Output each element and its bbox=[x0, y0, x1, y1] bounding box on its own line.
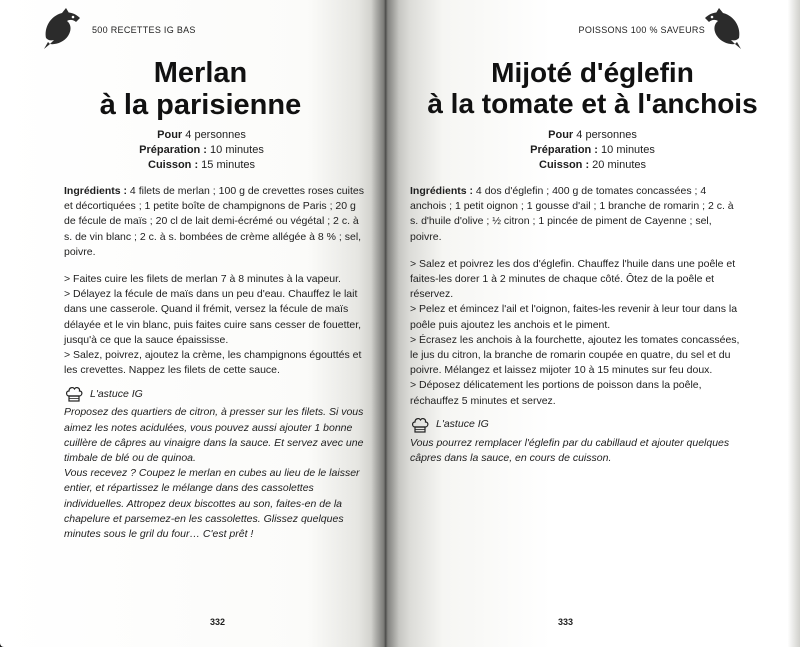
recipe-meta bbox=[0, 128, 385, 173]
right-page bbox=[385, 0, 800, 647]
steps bbox=[410, 257, 740, 409]
tip-text bbox=[410, 436, 740, 466]
book-gutter-shadow bbox=[371, 0, 399, 647]
tip-paragraph: Vous recevez ? Coupez le merlan en cubes au lieu de le laisser entier, et répartissez le mélange dans des cassolettes individuelles. Attropez deux biscottes au son, faites-en de la chapelure et parsemez-en les cassolettes. Glissez quelques minutes sous le gril du four… C'est prêt ! bbox=[64, 467, 360, 541]
page-number: 333 bbox=[558, 617, 574, 627]
ingredients: Ingrédients : 4 filets de merlan ; 100 g de crevettes roses cuites et décortiquées ; 1 petite boîte de champignons de Paris ; 20 g de fécule de maïs ; 20 cl de lait demi-écrémé ou végétal ; 2 c. à s. de vin blanc ; 2 c. à s. bombées de crème allégée à 8 % ; sel, poivre. bbox=[64, 185, 364, 258]
fish-logo-icon bbox=[40, 8, 86, 50]
tip-header bbox=[410, 415, 740, 435]
recipe-title bbox=[385, 58, 800, 120]
recipe-body bbox=[410, 184, 740, 466]
tip-paragraph: Vous pourrez remplacer l'églefin par du cabillaud et ajouter quelques câpres dans la sauce, en cours de cuisson. bbox=[410, 436, 730, 465]
recipe-title-line: Mijoté d'églefin bbox=[491, 57, 694, 88]
left-page bbox=[0, 0, 385, 647]
tip-title: L'astuce IG bbox=[436, 418, 489, 431]
page-number: 332 bbox=[210, 617, 226, 627]
step: > Salez et poivrez les dos d'églefin. Chauffez l'huile dans une poêle et faites-les dorer 1 à 2 minutes de chaque côté. Ôtez de la poêle et réservez. bbox=[410, 257, 736, 301]
recipe-title bbox=[0, 58, 385, 122]
cook-time: Cuisson : 15 minutes bbox=[148, 159, 255, 171]
prep-time: Préparation : 10 minutes bbox=[530, 144, 655, 156]
recipe-meta bbox=[385, 128, 800, 173]
fish-logo-icon bbox=[699, 8, 745, 50]
step: > Écrasez les anchois à la fourchette, ajoutez les tomates concassées, le jus du citron, la branche de romarin coupée en quatre, du sel et du poivre. Mélangez et laissez mijoter 10 à 15 minutes sur feu doux. bbox=[410, 333, 740, 377]
recipe-title-line: Merlan bbox=[153, 57, 248, 89]
tip-text bbox=[64, 405, 364, 542]
chef-hat-icon bbox=[410, 415, 430, 435]
tip-header bbox=[64, 384, 364, 404]
recipe-body bbox=[64, 184, 364, 542]
ingredients: Ingrédients : 4 dos d'églefin ; 400 g de tomates concassées ; 4 anchois ; 1 petit oignon ; 1 gousse d'ail ; 1 branche de romarin ; 2 c. à s. d'huile d'olive ; ½ citron ; 1 pincée de piment de Cayenne ; sel, poivre. bbox=[410, 185, 734, 243]
chef-hat-icon bbox=[64, 384, 84, 404]
tip-paragraph: Proposez des quartiers de citron, à presser sur les filets. Si vous aimez les notes acidulées, vous pouvez aussi ajouter 1 bonne cuillère de câpres au vinaigre dans la sauce. Et servez avec une timbale de blé ou de quinoa. bbox=[64, 406, 364, 465]
step: > Déposez délicatement les portions de poisson dans la poêle, réchauffez 5 minutes et servez. bbox=[410, 379, 702, 407]
prep-time: Préparation : 10 minutes bbox=[139, 144, 264, 156]
running-head: POISSONS 100 % SAVEURS bbox=[578, 25, 705, 35]
recipe-title-line: à la tomate et à l'anchois bbox=[427, 87, 758, 119]
steps bbox=[64, 272, 364, 378]
tip-box bbox=[410, 415, 740, 466]
step: > Salez, poivrez, ajoutez la crème, les champignons égouttés et les crevettes. Nappez les filets de cette sauce. bbox=[64, 349, 362, 377]
running-head: 500 RECETTES IG BAS bbox=[92, 25, 196, 35]
recipe-title-line: à la parisienne bbox=[99, 88, 302, 121]
tip-title: L'astuce IG bbox=[90, 387, 143, 400]
step: > Pelez et émincez l'ail et l'oignon, faites-les revenir à leur tour dans la poêle puis ajoutez les anchois et le piment. bbox=[410, 303, 738, 331]
step: > Faites cuire les filets de merlan 7 à 8 minutes à la vapeur. bbox=[64, 273, 341, 286]
servings: Pour 4 personnes bbox=[548, 129, 637, 141]
tip-box bbox=[64, 384, 364, 542]
cook-time: Cuisson : 20 minutes bbox=[539, 159, 646, 171]
servings: Pour 4 personnes bbox=[157, 129, 246, 141]
step: > Délayez la fécule de maïs dans un peu d'eau. Chauffez le lait dans une casserole. Quand il frémit, versez la fécule de maïs délayée et le vin blanc, puis faites cuire sans cesser de fouetter, jusqu'à ce que la sauce épaississe. bbox=[64, 288, 362, 346]
